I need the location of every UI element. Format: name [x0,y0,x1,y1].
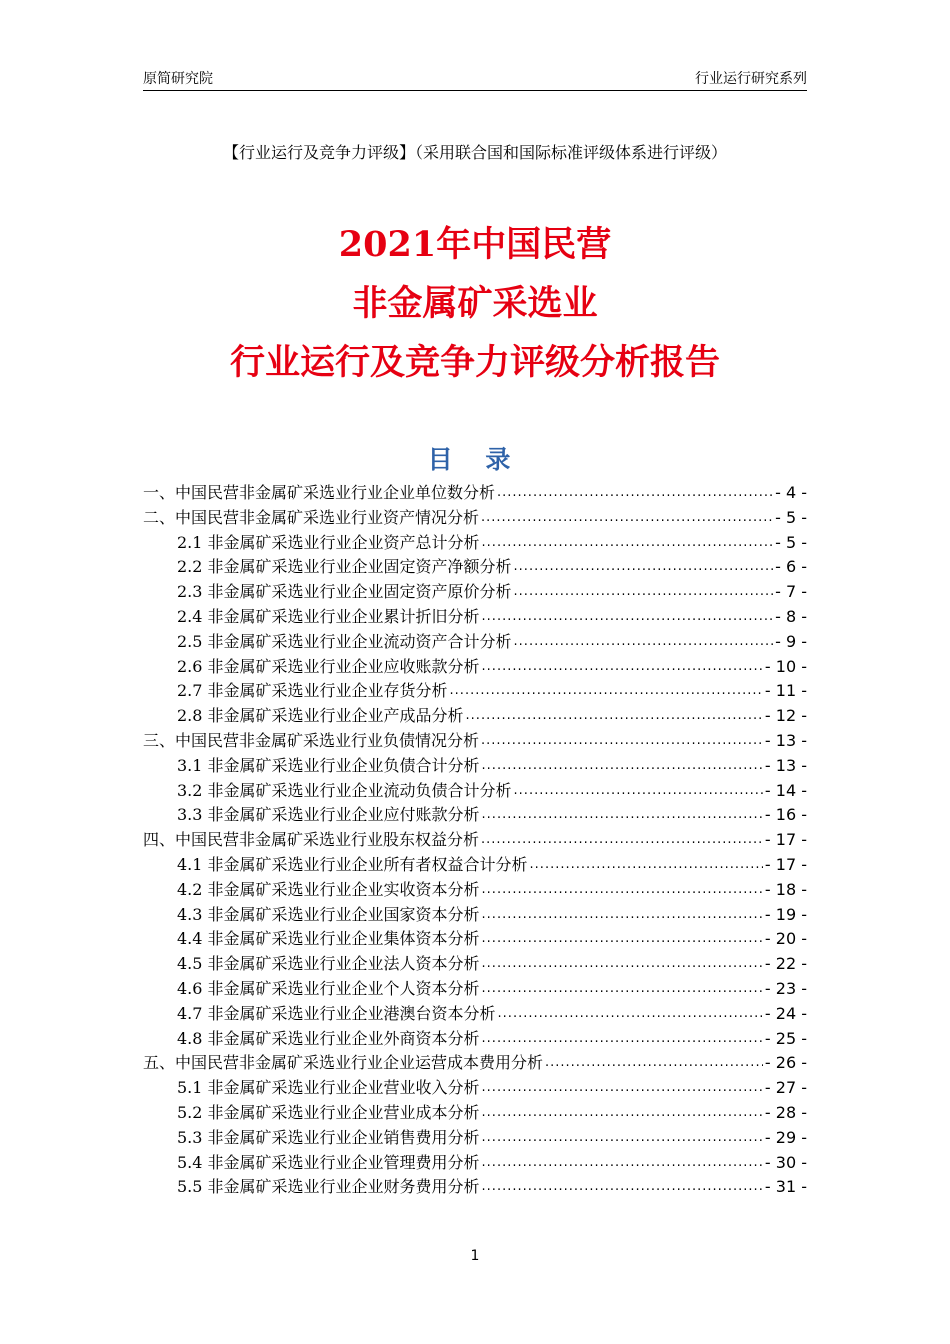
toc-dot-leader [481,828,763,853]
toc-entry-title: 4.8 非金属矿采选业行业企业外商资本分析 [177,1028,480,1048]
toc-entry-page: - 20 - [764,929,807,949]
toc-entry[interactable] [143,531,807,556]
toc-dot-leader [514,779,763,804]
toc-dot-leader [482,903,763,928]
toc-entry-title: 二、中国民营非金属矿采选业行业资产情况分析 [143,507,480,527]
toc-entry-title: 5.1 非金属矿采选业行业企业营业收入分析 [177,1078,480,1098]
toc-dot-leader [482,655,763,680]
toc-entry-title: 2.7 非金属矿采选业行业企业存货分析 [177,681,448,701]
toc-entry-page: - 16 - [764,805,807,825]
toc-entry-title: 4.6 非金属矿采选业行业企业个人资本分析 [177,978,480,998]
toc-dot-leader [482,1027,763,1052]
toc-entry[interactable] [143,481,807,506]
rating-line: 【行业运行及竞争力评级】（采用联合国和国际标准评级体系进行评级） [222,143,727,162]
toc-entry-title: 2.1 非金属矿采选业行业企业资产总计分析 [177,532,480,552]
toc-dot-leader [482,605,774,630]
toc-entry-page: - 19 - [764,904,807,924]
toc-entry-title: 4.2 非金属矿采选业行业企业实收资本分析 [177,879,480,899]
toc-entry[interactable] [143,1027,807,1052]
toc-dot-leader [481,729,763,754]
toc-entry-page: - 23 - [764,978,807,998]
toc-dot-leader [514,555,774,580]
toc-entry-title: 一、中国民营非金属矿采选业行业企业单位数分析 [143,483,496,502]
toc-dot-leader [482,1101,763,1126]
toc-entry-title: 2.2 非金属矿采选业行业企业固定资产净额分析 [177,557,512,577]
toc-entry[interactable] [143,828,807,853]
title-line-2: 非金属矿采选业 [352,283,598,324]
toc-dot-leader [482,927,763,952]
toc-dot-leader [482,1076,763,1101]
toc-entry[interactable] [143,630,807,655]
toc-entry-page: - 5 - [775,507,807,527]
toc-entry-page: - 28 - [764,1102,807,1122]
toc-entry-title: 5.3 非金属矿采选业行业企业销售费用分析 [177,1127,480,1147]
toc-heading: 目 录 [427,445,523,474]
toc-entry-title: 3.1 非金属矿采选业行业企业负债合计分析 [177,755,480,775]
toc-entry-title: 3.2 非金属矿采选业行业企业流动负债合计分析 [177,780,512,800]
toc-entry-page: - 18 - [764,879,807,899]
toc-entry-page: - 30 - [764,1152,807,1172]
toc-entry[interactable] [143,655,807,680]
toc-entry-page: - 24 - [764,1003,807,1023]
toc-entry[interactable] [143,977,807,1002]
toc-entry[interactable] [143,1126,807,1151]
toc-entry-page: - 22 - [764,954,807,974]
toc-entry-title: 2.8 非金属矿采选业行业企业产成品分析 [177,706,464,726]
toc-entry-title: 四、中国民营非金属矿采选业行业股东权益分析 [143,830,480,850]
toc-dot-leader [530,853,763,878]
toc-entry-page: - 8 - [775,606,807,626]
toc-entry[interactable] [143,1051,807,1076]
toc-dot-leader [482,1175,763,1200]
toc-entry[interactable] [143,754,807,779]
toc-dot-leader [482,1151,763,1176]
toc-dot-leader [482,952,763,977]
toc-entry[interactable] [143,1175,807,1200]
toc-entry-title: 4.1 非金属矿采选业行业企业所有者权益合计分析 [177,854,528,874]
toc-entry[interactable] [143,952,807,977]
toc-entry-page: - 12 - [764,706,807,726]
toc-entry-page: - 10 - [764,656,807,676]
toc-entry-page: - 27 - [764,1078,807,1098]
toc-entry-page: - 13 - [764,730,807,750]
toc-entry-title: 5.5 非金属矿采选业行业企业财务费用分析 [177,1177,480,1197]
page-header [143,66,807,91]
toc-entry-page: - 14 - [764,780,807,800]
toc-entry-title: 五、中国民营非金属矿采选业行业企业运营成本费用分析 [143,1053,544,1073]
header-publisher: 原简研究院 [143,71,213,87]
toc-entry-title: 2.3 非金属矿采选业行业企业固定资产原价分析 [177,582,512,602]
toc-dot-leader [545,1051,763,1076]
toc-dot-leader [482,803,763,828]
toc-entry-page: - 31 - [764,1177,807,1197]
toc-dot-leader [481,506,773,531]
toc-entry-page: - 11 - [764,681,807,701]
toc-entry-page: - 17 - [764,830,807,850]
toc-entry[interactable] [143,704,807,729]
toc-entry-page: - 26 - [764,1053,807,1073]
toc-dot-leader [482,878,763,903]
toc-dot-leader [482,754,763,779]
toc-dot-leader [514,630,774,655]
toc-entry-page: - 4 - [775,483,807,502]
toc-entry-title: 5.2 非金属矿采选业行业企业营业成本分析 [177,1102,480,1122]
toc-entry[interactable] [143,679,807,704]
toc-entry-page: - 5 - [775,532,807,552]
table-of-contents [143,481,807,1200]
toc-entry-title: 5.4 非金属矿采选业行业企业管理费用分析 [177,1152,480,1172]
toc-entry-title: 3.3 非金属矿采选业行业企业应付账款分析 [177,805,480,825]
toc-entry-page: - 25 - [764,1028,807,1048]
toc-entry[interactable] [143,878,807,903]
toc-entry-title: 2.6 非金属矿采选业行业企业应收账款分析 [177,656,480,676]
toc-entry[interactable] [143,1101,807,1126]
toc-entry[interactable] [143,506,807,531]
toc-entry[interactable] [143,580,807,605]
toc-dot-leader [498,1002,763,1027]
toc-entry-title: 4.7 非金属矿采选业行业企业港澳台资本分析 [177,1003,496,1023]
toc-dot-leader [497,481,773,506]
toc-entry[interactable] [143,1076,807,1101]
toc-entry-page: - 29 - [764,1127,807,1147]
toc-entry-title: 4.3 非金属矿采选业行业企业国家资本分析 [177,904,480,924]
title-line-3: 行业运行及竞争力评级分析报告 [229,342,720,383]
toc-entry[interactable] [143,903,807,928]
report-title [0,215,950,392]
toc-dot-leader [482,977,763,1002]
toc-entry-title: 4.4 非金属矿采选业行业企业集体资本分析 [177,929,480,949]
toc-entry[interactable] [143,803,807,828]
toc-entry[interactable] [143,927,807,952]
toc-entry-page: - 9 - [775,631,807,651]
toc-dot-leader [482,1126,763,1151]
toc-entry[interactable] [143,779,807,804]
toc-entry[interactable] [143,853,807,878]
toc-entry[interactable] [143,1151,807,1176]
toc-entry-title: 4.5 非金属矿采选业行业企业法人资本分析 [177,954,480,974]
toc-entry[interactable] [143,729,807,754]
toc-entry[interactable] [143,605,807,630]
title-line-1: 2021年中国民营 [338,224,612,265]
toc-dot-leader [514,580,774,605]
toc-entry-title: 2.4 非金属矿采选业行业企业累计折旧分析 [177,606,480,626]
toc-entry-page: - 7 - [775,582,807,602]
toc-entry-title: 2.5 非金属矿采选业行业企业流动资产合计分析 [177,631,512,651]
header-series: 行业运行研究系列 [695,71,807,87]
toc-entry[interactable] [143,1002,807,1027]
toc-dot-leader [450,679,763,704]
toc-entry-page: - 6 - [775,557,807,577]
toc-entry[interactable] [143,555,807,580]
page-number: 1 [470,1248,480,1264]
toc-dot-leader [466,704,763,729]
toc-entry-page: - 17 - [764,854,807,874]
toc-entry-title: 三、中国民营非金属矿采选业行业负债情况分析 [143,730,480,750]
toc-entry-page: - 13 - [764,755,807,775]
toc-dot-leader [482,531,774,556]
